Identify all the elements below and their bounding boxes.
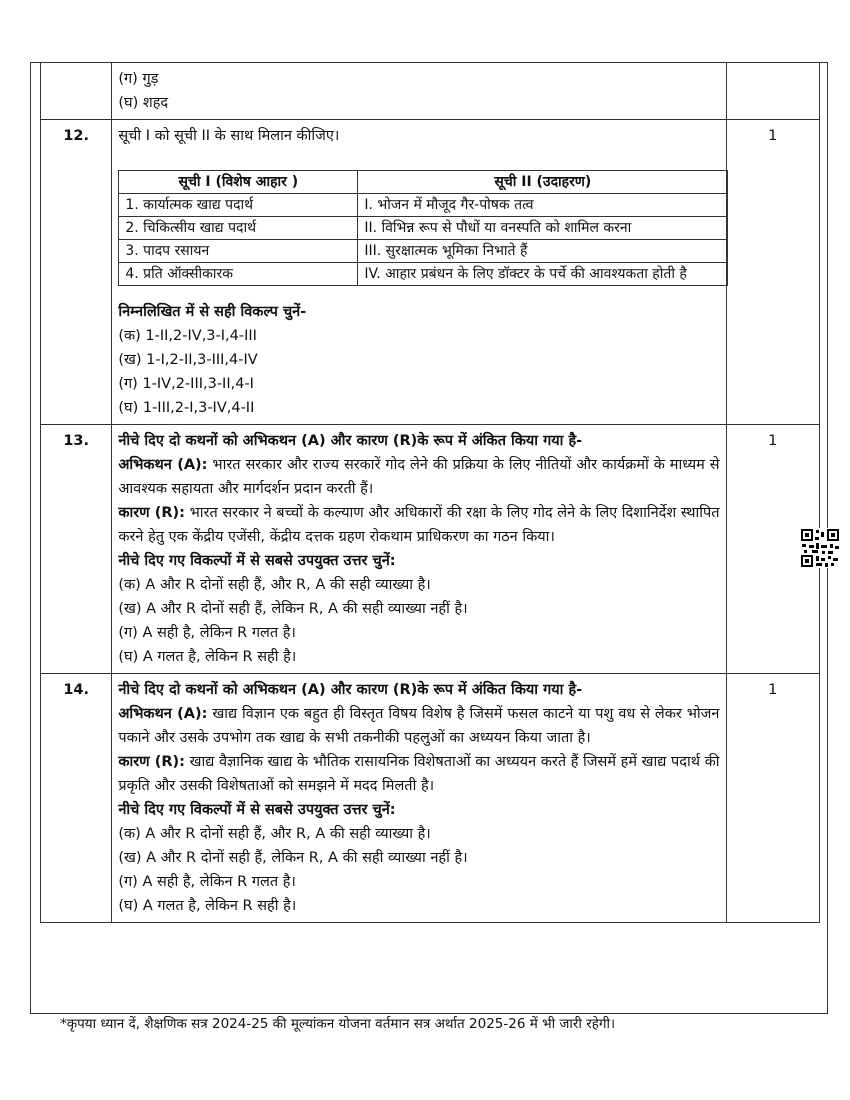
match-header: सूची I (विशेष आहार ) <box>119 171 358 194</box>
question-text: सूची I को सूची II के साथ मिलान कीजिए। <box>118 128 340 144</box>
match-cell: 1. कार्यात्मक खाद्य पदार्थ <box>119 194 358 217</box>
option: (ग) 1-IV,2-III,3-II,4-I <box>118 376 254 392</box>
match-row <box>119 263 728 286</box>
continuation-row <box>41 63 820 120</box>
question-intro: नीचे दिए दो कथनों को अभिकथन (A) और कारण (R)के रूप में अंकित किया गया है- <box>118 433 583 449</box>
option: (क) A और R दोनों सही हैं, और R, A की सही व्याख्या है। <box>118 826 431 842</box>
marks <box>726 63 820 120</box>
question-intro: नीचे दिए दो कथनों को अभिकथन (A) और कारण (R)के रूप में अंकित किया गया है- <box>118 682 583 698</box>
question-row-13 <box>41 425 820 674</box>
instruction: नीचे दिए गए विकल्पों में से सबसे उपयुक्त उत्तर चुनें: <box>118 553 396 569</box>
assertion-label: अभिकथन (A): <box>118 457 208 473</box>
question-row-14 <box>41 674 820 923</box>
option: (घ) शहद <box>118 95 169 111</box>
assertion <box>118 702 719 750</box>
match-cell: II. विभिन्न रूप से पौधों या वनस्पति को शामिल करना <box>358 217 728 240</box>
marks: 1 <box>726 425 820 674</box>
option: (ग) गुड़ <box>118 71 159 87</box>
assertion-label: अभिकथन (A): <box>118 706 208 722</box>
instruction: निम्नलिखित में से सही विकल्प चुनें- <box>118 304 307 320</box>
option: (ख) 1-I,2-II,3-III,4-IV <box>118 352 258 368</box>
match-cell: 2. चिकित्सीय खाद्य पदार्थ <box>119 217 358 240</box>
question-content <box>112 120 726 425</box>
option: (ख) A और R दोनों सही हैं, लेकिन R, A की सही व्याख्या नहीं है। <box>118 601 468 617</box>
option: (ग) A सही है, लेकिन R गलत है। <box>118 625 296 641</box>
match-table <box>118 170 728 286</box>
match-cell: III. सुरक्षात्मक भूमिका निभाते हैं <box>358 240 728 263</box>
question-content <box>112 674 726 923</box>
match-row <box>119 194 728 217</box>
question-content <box>112 425 726 674</box>
marks: 1 <box>726 120 820 425</box>
option: (घ) A गलत है, लेकिन R सही है। <box>118 649 297 665</box>
reason-label: कारण (R): <box>118 505 185 521</box>
assertion-text: भारत सरकार और राज्य सरकारें गोद लेने की प्रक्रिया के लिए नीतियों और कार्यक्रमों के माध्यम से आवश्यक सहायता और मार्गदर्शन प्रदान करती हैं। <box>118 457 720 497</box>
option: (घ) 1-III,2-I,3-IV,4-II <box>118 400 255 416</box>
match-cell: I. भोजन में मौजूद गैर-पोषक तत्व <box>358 194 728 217</box>
question-number: 12. <box>41 120 112 425</box>
instruction: नीचे दिए गए विकल्पों में से सबसे उपयुक्त उत्तर चुनें: <box>118 802 396 818</box>
option: (क) 1-II,2-IV,3-I,4-III <box>118 328 257 344</box>
reason <box>118 750 719 798</box>
question-content <box>112 63 726 120</box>
question-number: 14. <box>41 674 112 923</box>
match-row <box>119 217 728 240</box>
option: (घ) A गलत है, लेकिन R सही है। <box>118 898 297 914</box>
reason-text: भारत सरकार ने बच्चों के कल्याण और अधिकारों की रक्षा के लिए गोद लेने के लिए दिशानिर्देश स्थापित करने हेतु एक केंद्रीय एजेंसी, केंद्रीय दत्तक ग्रहण रोकथाम प्राधिकरण का गठन किया। <box>118 505 720 545</box>
option: (क) A और R दोनों सही हैं, और R, A की सही व्याख्या है। <box>118 577 431 593</box>
assertion-text: खाद्य विज्ञान एक बहुत ही विस्तृत विषय विशेष है जिसमें फसल काटने या पशु वध से लेकर भोजन पकाने और उसके उपभोग तक खाद्य के सभी तकनीकी पहलुओं का अध्ययन किया जाता है। <box>118 706 720 746</box>
question-table <box>40 62 820 923</box>
reason-label: कारण (R): <box>118 754 185 770</box>
match-cell: IV. आहार प्रबंधन के लिए डॉक्टर के पर्चे की आवश्यकता होती है <box>358 263 728 286</box>
match-row <box>119 240 728 263</box>
question-number: 13. <box>41 425 112 674</box>
match-header: सूची II (उदाहरण) <box>358 171 728 194</box>
question-number <box>41 63 112 120</box>
marks: 1 <box>726 674 820 923</box>
option: (ख) A और R दोनों सही हैं, लेकिन R, A की सही व्याख्या नहीं है। <box>118 850 468 866</box>
option: (ग) A सही है, लेकिन R गलत है। <box>118 874 296 890</box>
question-row-12 <box>41 120 820 425</box>
qr-code-icon[interactable] <box>800 528 840 568</box>
reason <box>118 501 719 549</box>
match-cell: 3. पादप रसायन <box>119 240 358 263</box>
assertion <box>118 453 719 501</box>
match-cell: 4. प्रति ऑक्सीकारक <box>119 263 358 286</box>
reason-text: खाद्य वैज्ञानिक खाद्य के भौतिक रासायनिक विशेषताओं का अध्ययन करते हैं जिसमें हमें खाद्य पदार्थ की प्रकृति और उसकी विशेषताओं को समझने में मदद मिलती है। <box>118 754 720 794</box>
footer-note: *कृपया ध्यान दें, शैक्षणिक सत्र 2024-25 की मूल्यांकन योजना वर्तमान सत्र अर्थात 2025-26 में भी जारी रहेगी। <box>60 1016 616 1032</box>
